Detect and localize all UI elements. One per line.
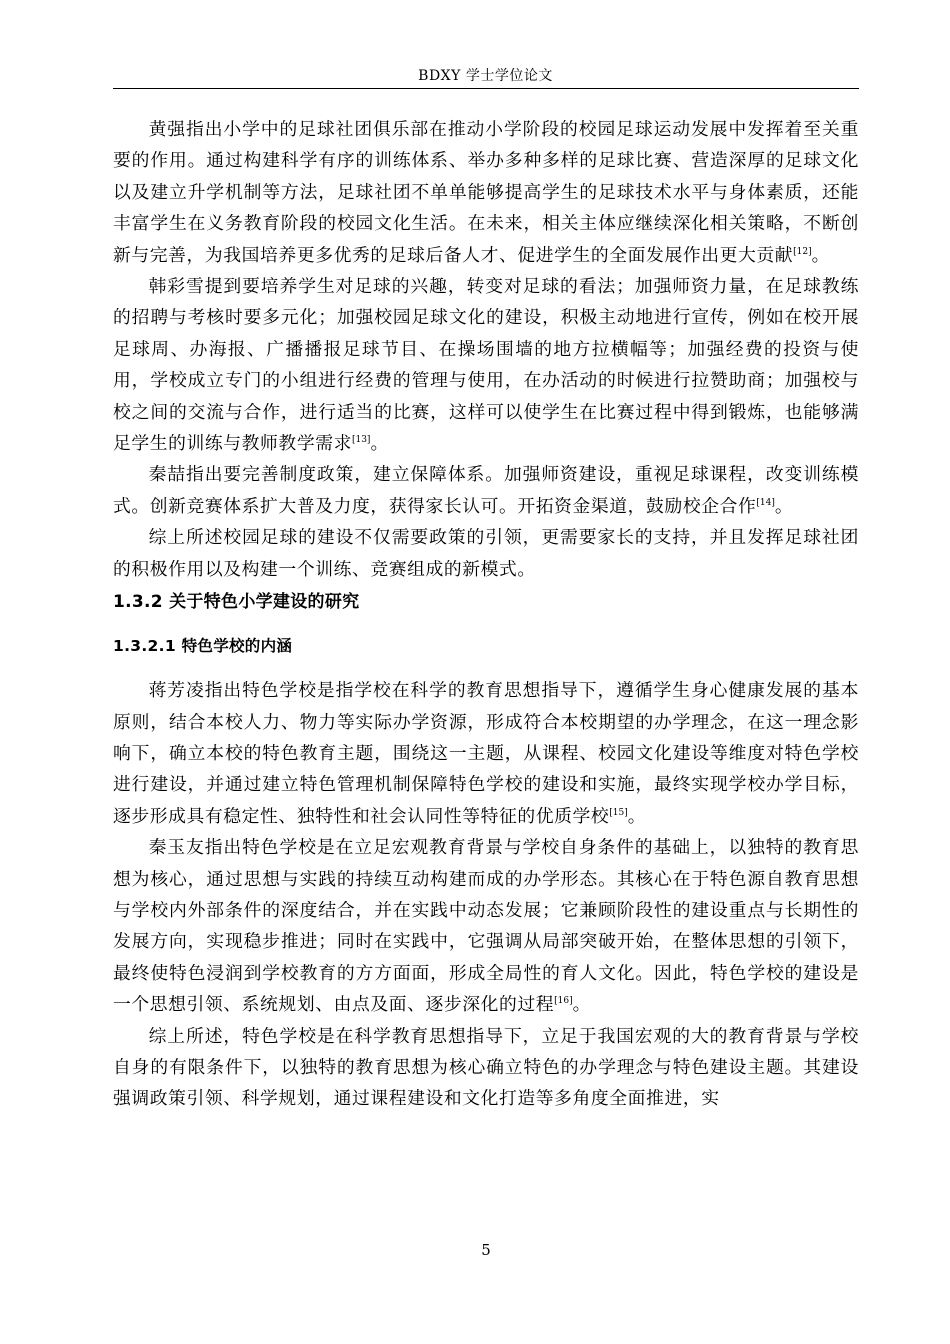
- page-number: 5: [481, 1241, 491, 1259]
- citation-16: [16]: [554, 996, 573, 1007]
- running-header: BDXY 学士学位论文: [418, 68, 553, 84]
- citation-14: [14]: [756, 497, 775, 508]
- paragraph-huang-qiang: 黄强指出小学中的足球社团俱乐部在推动小学阶段的校园足球运动发展中发挥着至关重要的作用。通过构建科学有序的训练体系、举办多种多样的足球比赛、营造深厚的足球文化以及建立升学机制等方法，足球社团不单单能够提高学生的足球技术水平与身体素质，还能丰富学生在义务教育阶段的校园文化生活。在未来，相关主体应继续深化相关策略，不断创新与完善，为我国培养更多优秀的足球后备人才、促进学生的全面发展作出更大贡献[12]。: [113, 119, 859, 266]
- page-body: [113, 114, 859, 1115]
- paragraph-qin-zhe: 秦喆指出要完善制度政策，建立保障体系。加强师资建设，重视足球课程，改变训练模式。创新竞赛体系扩大普及力度，获得家长认可。开拓资金渠道，鼓励校企合作[14]。: [113, 464, 859, 517]
- paragraph-jiang-fangling: 蒋芳凌指出特色学校是指学校在科学的教育思想指导下，遵循学生身心健康发展的基本原则，结合本校人力、物力等实际办学资源，形成符合本校期望的办学理念，在这一理念影响下，确立本校的特色教育主题，围绕这一主题，从课程、校园文化建设等维度对特色学校进行建设，并通过建立特色管理机制保障特色学校的建设和实施，最终实现学校办学目标，逐步形成具有稳定性、独特性和社会认同性等特征的优质学校[15]。: [113, 680, 859, 827]
- header-rule: [113, 88, 859, 89]
- citation-13: [13]: [351, 435, 371, 446]
- subsection-heading: 1.3.2.1 特色学校的内涵: [113, 637, 293, 656]
- citation-12: [12]: [793, 246, 812, 257]
- section-heading: 1.3.2 关于特色小学建设的研究: [113, 592, 360, 613]
- paragraph-summary-football: 综上所述校园足球的建设不仅需要政策的引领，更需要家长的支持，并且发挥足球社团的积极作用以及构建一个训练、竞赛组成的新模式。: [113, 527, 859, 580]
- paragraph-summary-school: 综上所述，特色学校是在科学教育思想指导下，立足于我国宏观的大的教育背景与学校自身的有限条件下，以独特的教育思想为核心确立特色的办学理念与特色建设主题。其建设强调政策引领、科学规划，通过课程建设和文化打造等多角度全面推进，实: [113, 1025, 859, 1110]
- citation-15: [15]: [609, 807, 628, 818]
- paragraph-qin-yuyou: 秦玉友指出特色学校是在立足宏观教育背景与学校自身条件的基础上，以独特的教育思想为核心，通过思想与实践的持续互动构建而成的办学形态。其核心在于特色源自教育思想与学校内外部条件的深度结合，并在实践中动态发展；它兼顾阶段性的建设重点与长期性的发展方向，实现稳步推进；同时在实践中，它强调从局部突破开始，在整体思想的引领下，最终使特色浸润到学校教育的方方面面，形成全局性的育人文化。因此，特色学校的建设是一个思想引领、系统规划、由点及面、逐步深化的过程[16]。: [113, 837, 859, 1016]
- paragraph-han-caixue: 韩彩雪提到要培养学生对足球的兴趣，转变对足球的看法；加强师资力量，在足球教练的招聘与考核时要多元化；加强校园足球文化的建设，积极主动地进行宣传，例如在校开展足球周、办海报、广播播报足球节目、在操场围墙的地方拉横幅等；加强经费的投资与使用，学校成立专门的小组进行经费的管理与使用，在办活动的时候进行拉赞助商；加强校与校之间的交流与合作，进行适当的比赛，这样可以使学生在比赛过程中得到锻炼，也能够满足学生的训练与教师教学需求[13]。: [113, 276, 859, 455]
